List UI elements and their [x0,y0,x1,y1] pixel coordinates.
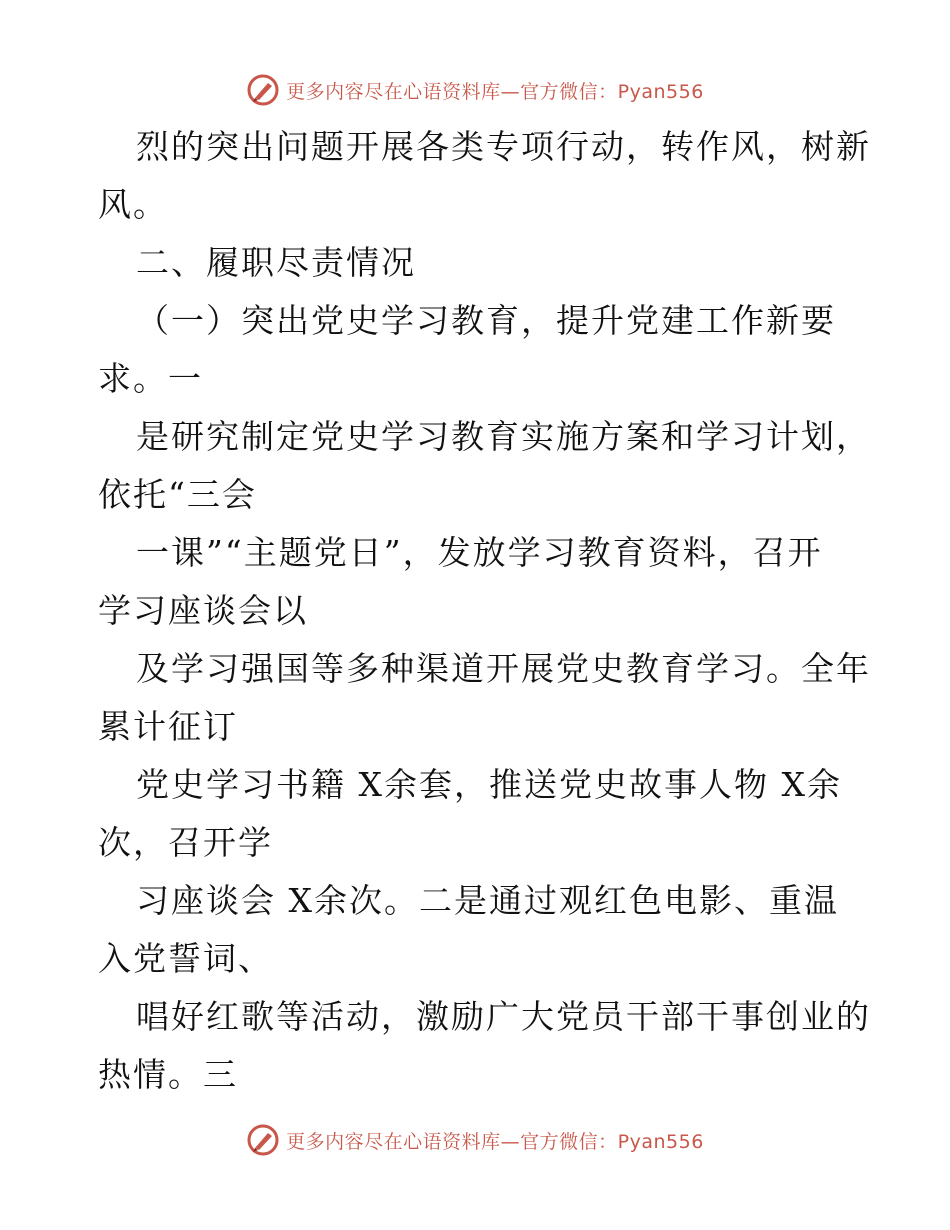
pen-logo-icon [246,73,280,107]
text-line: 学习座谈会以 [98,591,308,630]
text-line: 及学习强国等多种渠道开展党史教育学习。全年 [136,649,871,688]
text-line: 热情。三 [98,1055,238,1094]
text-line: 一课”“主题党日”，发放学习教育资料，召开 [136,533,823,572]
text-line: 习座谈会 X余次。二是通过观红色电影、重温 [136,881,839,920]
footer-watermark [0,1120,950,1160]
text-line: （一）突出党史学习教育，提升党建工作新要 [136,301,836,340]
watermark-text: 更多内容尽在心语资料库—官方微信：Pyan556 [286,80,704,103]
text-line: 依托“三会 [98,475,257,514]
text-line: 次，召开学 [98,823,273,862]
text-line: 风。 [98,185,168,224]
document-body [98,118,871,1104]
text-line: 唱好红歌等活动，激励广大党员干部干事创业的 [136,997,871,1036]
text-line: 入党誓词、 [98,939,273,978]
pen-logo-icon [246,1123,280,1157]
text-line: 求。一 [98,359,203,398]
text-line: 是研究制定党史学习教育实施方案和学习计划， [136,417,871,456]
watermark-text: 更多内容尽在心语资料库—官方微信：Pyan556 [286,1130,704,1153]
text-line: 二、履职尽责情况 [136,243,416,282]
text-line: 烈的突出问题开展各类专项行动，转作风，树新 [136,127,871,166]
text-line: 党史学习书籍 X余套，推送党史故事人物 X余 [136,765,842,804]
header-watermark [0,70,950,110]
text-line: 累计征订 [98,707,238,746]
